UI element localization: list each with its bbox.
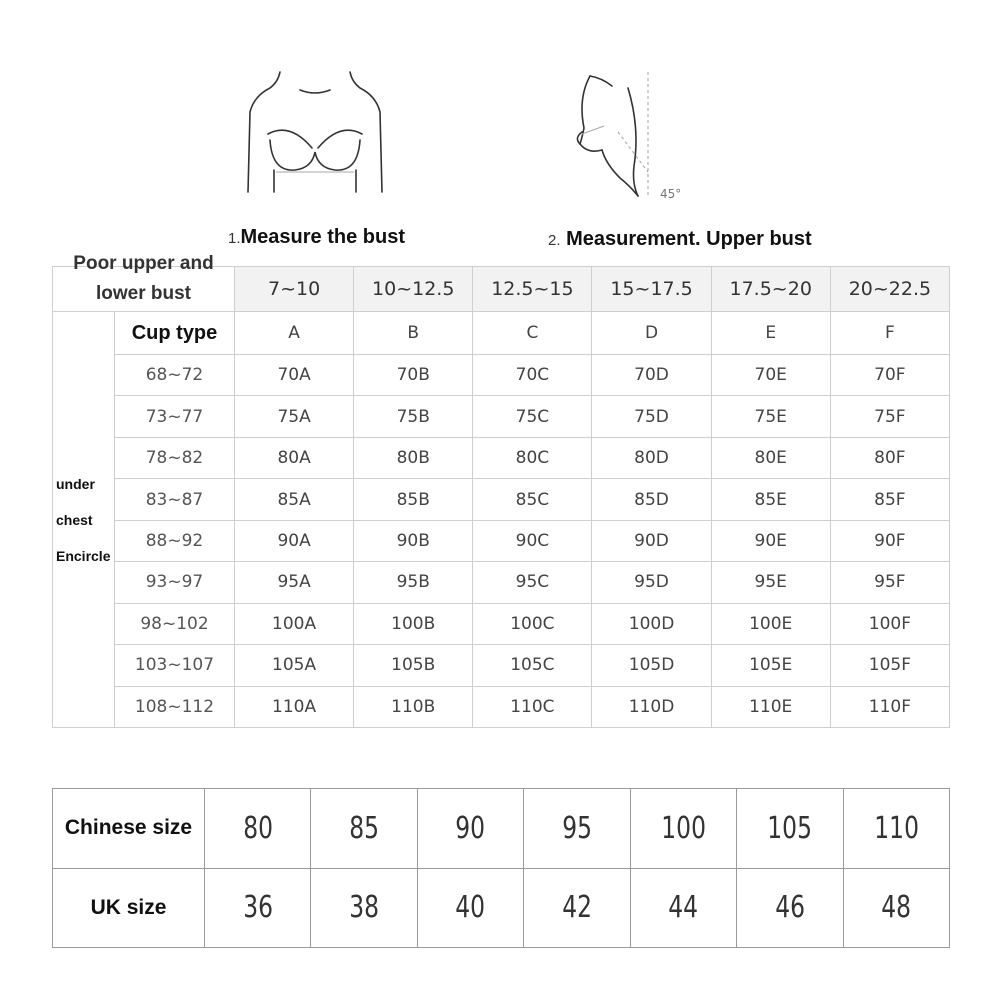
table-row [53,603,950,644]
chinese-size-value: 100 [661,810,706,846]
table-row [53,479,950,520]
size-cell: 80E [711,437,830,478]
side-label-line: under [56,475,95,492]
band-range: 78~82 [115,437,235,478]
table-row [53,437,950,478]
corner-label [53,253,235,312]
size-cell: 80C [473,437,592,478]
corner-label-line2: lower bust [95,283,191,304]
caption-number: 2. [548,232,561,249]
size-cell: 90B [354,520,473,561]
chinese-size-value: 110 [873,810,919,846]
caption-text: Measurement. Upper bust [566,228,812,250]
size-cell: 70C [473,355,592,396]
size-cell: 90C [473,520,592,561]
size-cell: 100F [830,603,949,644]
size-cell: 95D [592,562,711,603]
size-cell: 90A [235,520,354,561]
uk-size-cell [205,868,311,948]
band-range: 83~87 [115,479,235,520]
corner-label-line1: Poor upper and [73,253,214,274]
size-cell: 85E [711,479,830,520]
under-chest-label [53,312,115,728]
size-cell: 110C [473,686,592,728]
size-cell: 105D [592,645,711,686]
cup-letter: C [473,312,592,355]
chinese-size-cell [311,789,417,869]
size-cell: 100A [235,603,354,644]
size-cell: 105B [354,645,473,686]
size-cell: 95E [711,562,830,603]
difference-range: 20~22.5 [830,267,949,312]
size-cell: 75C [473,396,592,437]
size-cell: 95B [354,562,473,603]
band-range: 98~102 [115,603,235,644]
upper-bust-side-measurement-icon [568,68,698,208]
chinese-size-cell [524,789,630,869]
difference-range: 12.5~15 [473,267,592,312]
cup-letter: F [830,312,949,355]
band-range: 108~112 [115,686,235,728]
band-range: 73~77 [115,396,235,437]
size-cell: 110D [592,686,711,728]
size-cell: 70F [830,355,949,396]
band-range: 68~72 [115,355,235,396]
size-cell: 105E [711,645,830,686]
uk-size-value: 40 [455,890,486,926]
uk-size-cell [630,868,736,948]
band-range: 93~97 [115,562,235,603]
cup-letter: D [592,312,711,355]
size-cell: 90D [592,520,711,561]
caption-text: Measure the bust [240,226,405,248]
caption-upper-bust [548,228,812,251]
uk-size-value: 48 [881,890,912,926]
size-cell: 100C [473,603,592,644]
size-cell: 105A [235,645,354,686]
bust-front-measurement-icon [240,62,390,202]
size-cell: 110F [830,686,949,728]
table-row [53,645,950,686]
uk-size-cell [417,868,523,948]
table-row [53,355,950,396]
uk-size-label: UK size [53,868,205,948]
size-cell: 80B [354,437,473,478]
size-cell: 75A [235,396,354,437]
chinese-size-cell [630,789,736,869]
table-row [53,396,950,437]
size-conversion-table [52,788,950,948]
size-cell: 105F [830,645,949,686]
side-label-line: chest [56,511,93,528]
size-cell: 110A [235,686,354,728]
caption-measure-bust [228,226,405,249]
band-range: 88~92 [115,520,235,561]
size-cell: 85C [473,479,592,520]
size-cell: 80A [235,437,354,478]
difference-header-row [53,267,950,312]
caption-number: 1. [228,230,241,247]
uk-size-value: 42 [562,890,592,926]
difference-range: 10~12.5 [354,267,473,312]
size-cell: 70E [711,355,830,396]
bust-front-illustration [240,62,390,202]
band-range: 103~107 [115,645,235,686]
size-cell: 80D [592,437,711,478]
cup-letter: E [711,312,830,355]
uk-size-cell [524,868,630,948]
size-cell: 90F [830,520,949,561]
chinese-size-row [53,789,950,869]
uk-size-row [53,868,950,948]
size-cell: 75D [592,396,711,437]
difference-range: 7~10 [235,267,354,312]
angle-label: 45° [660,187,682,201]
size-cell: 75B [354,396,473,437]
uk-size-value: 36 [242,890,273,926]
uk-size-value: 46 [774,890,805,926]
size-cell: 100E [711,603,830,644]
size-cell: 95F [830,562,949,603]
chinese-size-cell [417,789,523,869]
size-cell: 70A [235,355,354,396]
side-label-line: Encircle [56,547,111,564]
size-cell: 95A [235,562,354,603]
size-cell: 110B [354,686,473,728]
chinese-size-value: 95 [562,810,592,846]
difference-range: 17.5~20 [711,267,830,312]
size-cell: 75F [830,396,949,437]
table-row [53,520,950,561]
size-cell: 100B [354,603,473,644]
table-row [53,686,950,728]
size-cell: 85D [592,479,711,520]
size-cell: 75E [711,396,830,437]
size-cell: 110E [711,686,830,728]
uk-size-cell [311,868,417,948]
chinese-size-cell [205,789,311,869]
table-row [53,562,950,603]
chinese-size-value: 105 [767,810,813,846]
chinese-size-value: 80 [242,810,273,846]
difference-range: 15~17.5 [592,267,711,312]
chinese-size-cell [737,789,843,869]
cup-type-label: Cup type [115,312,235,355]
bra-size-table [52,253,950,728]
chinese-size-label: Chinese size [53,789,205,869]
size-cell: 85A [235,479,354,520]
size-cell: 70D [592,355,711,396]
size-cell: 80F [830,437,949,478]
upper-bust-side-illustration [568,68,698,208]
size-cell: 100D [592,603,711,644]
size-cell: 70B [354,355,473,396]
cup-letter: A [235,312,354,355]
size-cell: 90E [711,520,830,561]
cup-letter: B [354,312,473,355]
chinese-size-value: 85 [349,810,380,846]
size-cell: 105C [473,645,592,686]
uk-size-cell [737,868,843,948]
size-cell: 85B [354,479,473,520]
size-cell: 85F [830,479,949,520]
uk-size-cell [843,868,949,948]
cup-row [53,312,950,355]
size-cell: 95C [473,562,592,603]
uk-size-value: 38 [349,890,380,926]
chinese-size-cell [843,789,949,869]
chinese-size-value: 90 [455,810,486,846]
uk-size-value: 44 [668,890,699,926]
